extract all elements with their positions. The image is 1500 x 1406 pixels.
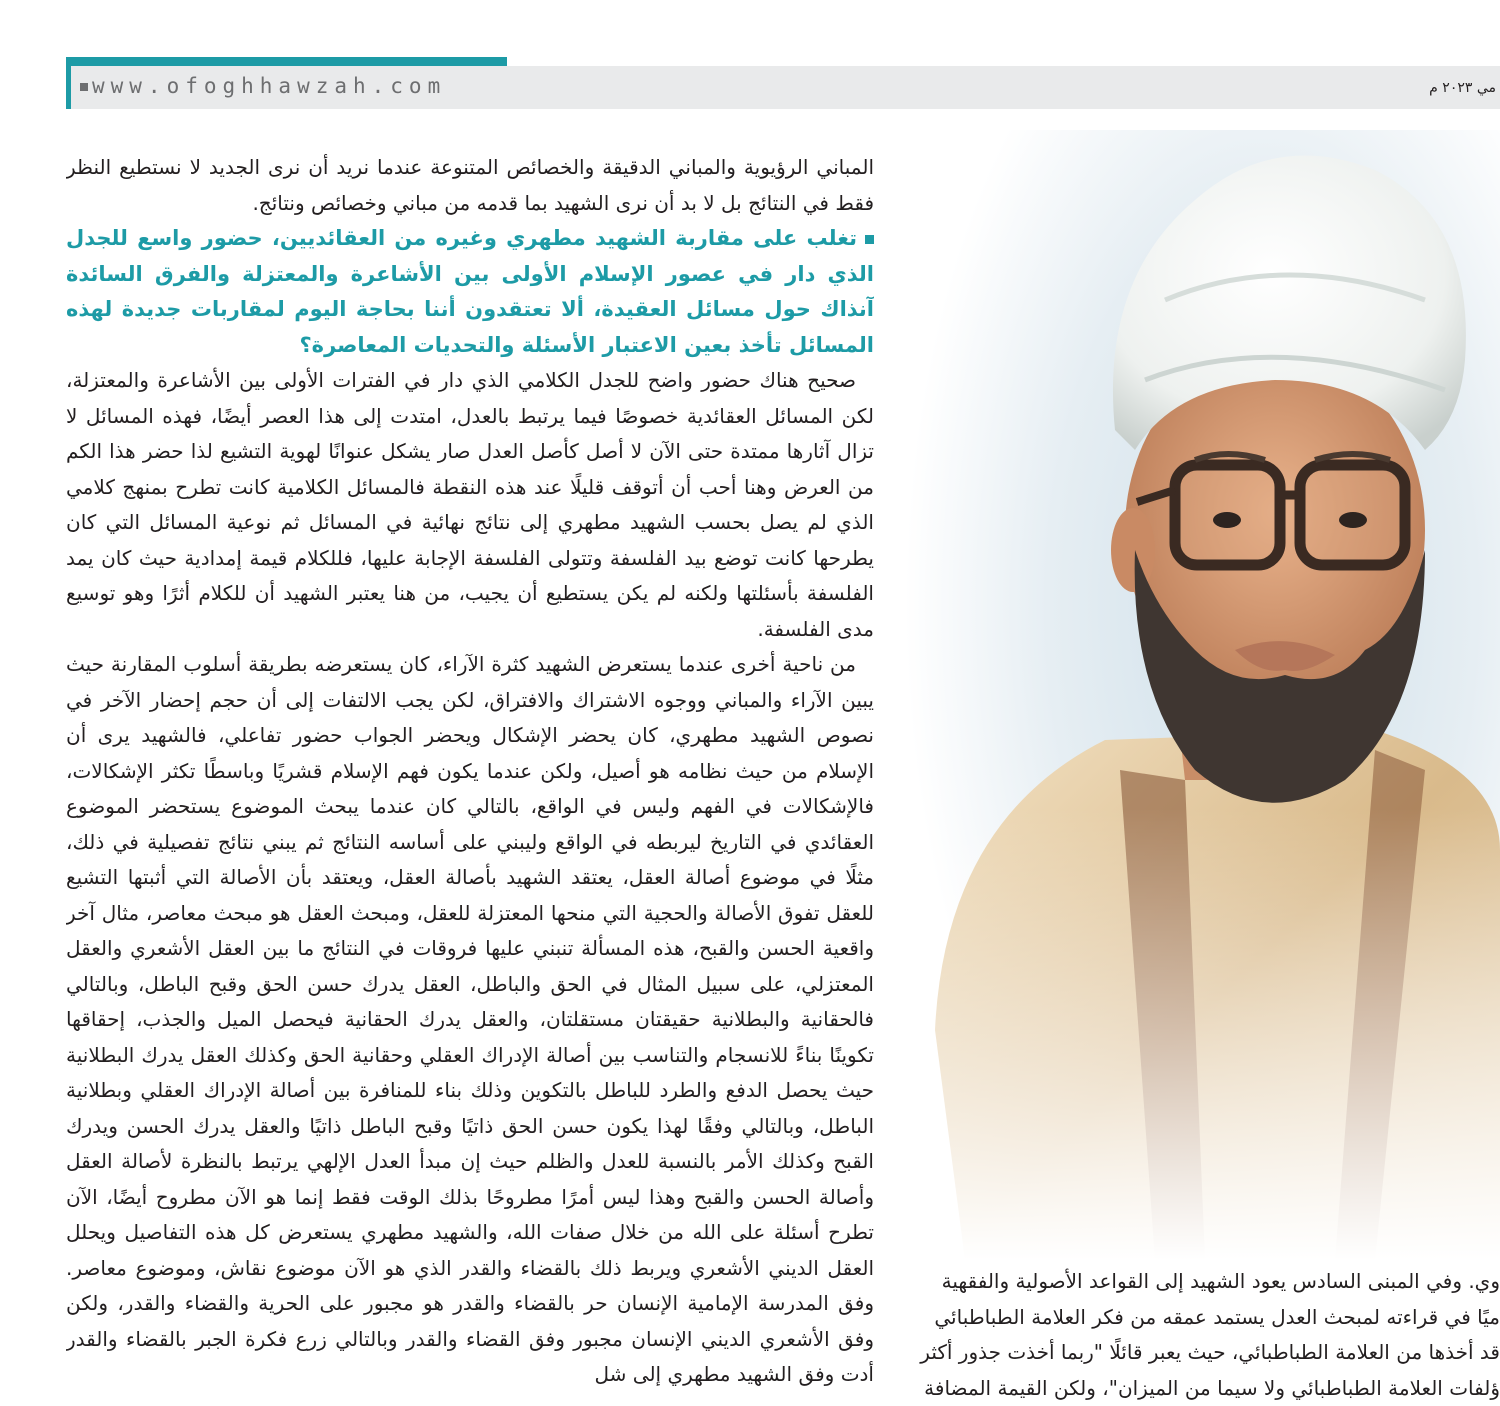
website-url[interactable] <box>80 74 446 98</box>
ear-shape <box>1111 508 1155 592</box>
answer-paragraph-1: صحيح هناك حضور واضح للجدل الكلامي الذي دار في الفترات الأولى بين الأشاعرة والمعتزلة، لكن المسائل العقائدية خصوصًا فيما يرتبط بالعدل، امتدت إلى هذا العصر أيضًا، فهذه المسائل لا تزال آثارها ممتدة حتى الآن لا أصل كأصل العدل صار يشكل عنوانًا لهوية التشيع لذا حضر هذا الكم من العرض وهنا أحب أن أتوقف قليلًا عند هذه النقطة فالمسائل الكلامية كانت تطرح بمنهج كلامي الذي لم يصل بحسب الشهيد مطهري إلى نتائج نهائية في المسائل ثم نوعية المسائل التي كان يطرحها كانت توضع بيد الفلسفة وتتولى الفلسفة الإجابة عليها، فللكلام قيمة إمدادية حيث كان يمد الفلسفة بأسئلتها ولكنه لم يكن يستطيع أن يجيب، من هنا يعتبر الشهيد أن للكلام أثرًا وهو توسيع مدى الفلسفة. <box>66 368 874 641</box>
website-url-text: www.ofoghhawzah.com <box>92 74 447 98</box>
article-main-column <box>66 150 874 1406</box>
article-side-column <box>905 1264 1500 1406</box>
issue-date: مي ٢٠٢٣ م <box>1429 80 1496 96</box>
side-column-line: ؤلفات العلامة الطباطبائي ولا سيما من الميزان"، ولكن القيمة المضافة <box>924 1375 1500 1400</box>
question-bullet-icon <box>865 235 874 244</box>
answer-paragraph-2: من ناحية أخرى عندما يستعرض الشهيد كثرة الآراء، كان يستعرضه بطريقة أسلوب المقارنة حيث يبين الآراء والمباني ووجوه الاشتراك والافتراق، لكن يجب الالتفات إلى أن حجم إحضار الآخر في نصوص الشهيد مطهري، كان يحضر الإشكال ويحضر الجواب حضور تفاعلي، فالشهيد يرى أن الإسلام من حيث نظامه هو أصيل، ولكن عندما يكون فهم الإسلام قشريًا وباسطًا تكثر الإشكالات، فالإشكالات في الفهم وليس في الواقع، بالتالي كان عندما يبحث الموضوع يستحضر الموضوع العقائدي في التاريخ ليربطه في الواقع وليبني على أساسه النتائج ثم يبني نتائج تفصيلية في ذلك، مثلًا في موضوع أصالة العقل، يعتقد الشهيد بأصالة العقل، ويعتقد بأن الأصالة التي أثبتها التشيع للعقل تفوق الأصالة والحجية التي منحها المعتزلة للعقل، ومبحث العقل هو مبحث معاصر، مثال آخر واقعية الحسن والقبح، هذه المسألة تنبني عليها فروقات في النتائج ما بين العقل الأشعري والعقل المعتزلي، على سبيل المثال في الحق والباطل، العقل يدرك حسن الحق وقبح الباطل، وبالتالي فالحقانية والبطلانية حقيقتان مستقلتان، والعقل يدرك الحقانية فيحصل الميل والجذب، إحقاقها تكوينًا بناءً للانسجام والتناسب بين أصالة الإدراك العقلي وحقانية الحق وكذلك العقل يدرك البطلانية حيث يحصل الدفع والطرد للباطل بالتكوين وذلك بناء للمنافرة بين أصالة الإدراك العقلي وبطلانية الباطل، وبالتالي وفقًا لهذا يكون حسن الحق ذاتيًا وقبح الباطل ذاتيًا والعقل يدرك الحسن ويدرك القبح وكذلك الأمر بالنسبة للعدل والظلم حيث إن مبدأ العدل الإلهي يرتبط بالنظرة لأصالة العقل وأصالة الحسن والقبح وهذا ليس أمرًا مطروحًا بذلك الوقت فقط إنما هو الآن مطروح أيضًا، الآن تطرح أسئلة على الله من خلال صفات الله، والشهيد مطهري يستعرض كل هذه التفاصيل ويحلل العقل الديني الأشعري ويربط ذلك بالقضاء والقدر الذي هو الآن موضوع نقاش، وموضوع معاصر. وفق المدرسة الإمامية الإنسان حر بالقضاء والقدر هو مجبور على الحرية والقضاء والقدر، ولكن وفق الأشعري الديني الإنسان مجبور وفق القضاء والقدر وبالتالي زرع فكرة الجبر بالقضاء والقدر أدت وفق الشهيد مطهري إلى شل <box>66 652 874 1386</box>
bullet-square-icon <box>80 83 88 91</box>
interview-question <box>66 221 874 363</box>
side-column-line: قد أخذها من العلامة الطباطبائي، حيث يعبر قائلًا "ربما أخذت جذور أكثر <box>920 1340 1500 1364</box>
article-intro-paragraph: المباني الرؤيوية والمباني الدقيقة والخصائص المتنوعة عندما نريد أن نرى الجديد لا نستطيع النظر فقط في النتائج بل لا بد أن نرى الشهيد بما قدمه من مباني وخصائص ونتائج. <box>66 155 874 215</box>
right-eye <box>1339 512 1367 528</box>
left-eye <box>1213 512 1241 528</box>
portrait-illustration <box>905 130 1500 1260</box>
side-column-line: وي. وفي المبنى السادس يعود الشهيد إلى القواعد الأصولية والفقهية <box>941 1269 1500 1293</box>
header-accent-tab <box>66 57 507 66</box>
interview-question-text: تغلب على مقاربة الشهيد مطهري وغيره من العقائديين، حضور واسع للجدل الذي دار في عصور الإسلام الأولى بين الأشاعرة والمعتزلة والفرق السائدة آنذاك حول مسائل العقيدة، ألا تعتقدون أننا بحاجة اليوم لمقاربات جديدة لهذه المسائل تأخذ بعين الاعتبار الأسئلة والتحديات المعاصرة؟ <box>66 226 874 357</box>
side-column-line: ميًا في قراءته لمبحث العدل يستمد عمقه من فكر العلامة الطباطبائي <box>934 1304 1500 1329</box>
